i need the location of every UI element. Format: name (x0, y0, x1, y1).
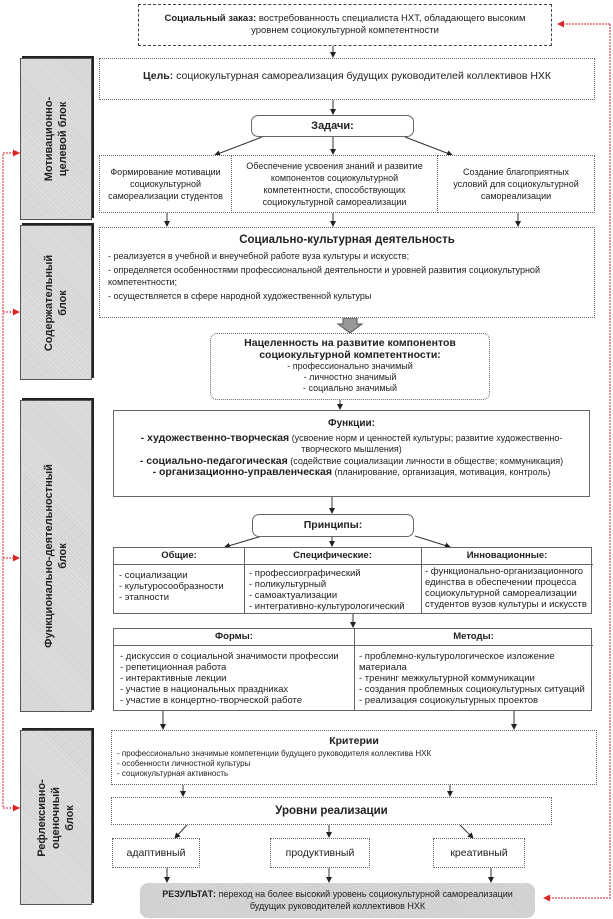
goal-box (99, 58, 595, 100)
function-name: - организационно-управленческая (152, 466, 332, 478)
social-order-text: востребованность специалиста НХТ, обладающего высоким (258, 13, 526, 24)
side-block-content (20, 225, 92, 380)
list-item: - интегративно-культурологический (249, 601, 405, 612)
functions-box (113, 410, 590, 497)
list-item: - проблемно-культурологическое изложение материала (359, 651, 555, 673)
criteria-box (111, 730, 597, 785)
goal-label: Цель: (142, 70, 174, 82)
social-order-label: Социальный заказ: (164, 13, 257, 24)
task-item: Обеспечение усвоения знаний и развитие компонентов социокультурной компетентности, способствующих социокультурной самореализации (231, 155, 438, 213)
side-block-reflexive (20, 730, 92, 905)
side-block-motivational (20, 58, 92, 220)
principles-header: Инновационные: (421, 548, 593, 565)
result-label: РЕЗУЛЬТАТ: (162, 889, 216, 899)
level-productive: продуктивный (270, 838, 370, 868)
hollow-arrow-icon (338, 318, 362, 333)
activity-item: - реализуется в учебной и внеучебной работе вуза культуры и искусств; (108, 251, 410, 261)
criteria-item: - социокультурная активность (117, 769, 229, 778)
task-item: Формирование мотивации социокультурной самореализации студентов (99, 155, 232, 213)
list-item: - участие в национальных праздниках (120, 684, 289, 695)
principles-header: Специфические: (244, 548, 421, 565)
focus-item: - профессионально значимый (287, 361, 413, 371)
list-item: - профессиографический (249, 568, 361, 579)
list-item: - дискуссия о социальной значимости профессии (120, 651, 339, 662)
result-text: переход на более высокий уровень социокультурной самореализации (218, 889, 513, 899)
methods-header: Методы: (354, 629, 593, 646)
principles-table (113, 547, 592, 614)
function-item (122, 433, 581, 456)
social-order-text2: уровнем социокультурной компетентности (251, 25, 439, 36)
side-block-label: Мотивационно- целевой блок (43, 96, 69, 182)
activity-item: - осуществляется в сфере народной художественной культуры (108, 291, 372, 301)
list-item: - социализации (119, 570, 188, 581)
level-creative: креативный (433, 838, 525, 868)
list-item: - создания проблемных социокультурных ситуаций (359, 684, 585, 695)
forms-list (120, 651, 339, 706)
list-item: - интерактивные лекции (120, 673, 227, 684)
criteria-item: - особенности личностной культуры (117, 759, 251, 768)
function-desc: (планирование, организация, мотивация, контроль) (334, 467, 551, 477)
principles-general-list (119, 570, 224, 603)
list-item: - этапности (119, 592, 170, 603)
level-adaptive: адаптивный (112, 838, 200, 868)
result-text2: будущих руководителей коллективов НХК (249, 901, 426, 911)
forms-methods-table (113, 628, 592, 711)
function-item (122, 467, 581, 479)
list-item: - функционально-организационного единства в обеспечении процесса социокультурной самореализации студентов вузов культуры и искусств (425, 566, 587, 610)
goal-text: социокультурная самореализация будущих руководителей коллективов НХК (176, 70, 552, 82)
focus-title: Нацеленность на развитие компонентов социокультурной компетентности: (244, 337, 456, 361)
methods-list (359, 651, 591, 706)
focus-item: - личностно значимый (303, 372, 397, 382)
list-item: - тренинг межкультурной коммуникации (359, 673, 535, 684)
function-desc: (содействие социализации личности в обществе; коммуникация) (290, 455, 564, 466)
side-block-label: Содержательный блок (43, 254, 69, 351)
functions-title: Функции: (328, 418, 375, 429)
principles-header: Общие: (114, 548, 244, 565)
criteria-title: Критерии (329, 735, 379, 747)
levels-title: Уровни реализации (111, 797, 552, 825)
social-order-box (138, 4, 552, 46)
result-box (140, 883, 535, 918)
list-item: - самоактуализации (249, 590, 338, 601)
side-block-label: Рефлексивно- оценочный блок (36, 778, 76, 857)
list-item: - участие в концертно-творческой работе (120, 695, 303, 706)
list-item: - реализация социокультурных проектов (359, 695, 539, 706)
focus-box (210, 333, 490, 400)
activity-title: Социально-культурная деятельность (239, 234, 455, 246)
principles-specific-list (249, 568, 405, 612)
focus-item: - социально значимый (302, 383, 397, 393)
list-item: - культуросообразности (119, 581, 224, 592)
principles-innovative-list (425, 566, 591, 610)
task-item: Создание благоприятных условий для социокультурной самореализации (437, 155, 595, 213)
side-block-label: Функционально-деятельностный блок (43, 464, 69, 648)
list-item: - поликультурный (249, 579, 327, 590)
tasks-title: Задачи: (251, 115, 414, 137)
function-name: - художественно-творческая (140, 431, 290, 444)
function-name: - социально-педагогическая (139, 454, 288, 467)
principles-title: Принципы: (252, 514, 414, 537)
activity-item: - определяется особенностями профессиональной деятельности и уровней развития социокультурной компетентности; (108, 265, 540, 287)
function-desc: (усвоение норм и ценностей культуры; развитие художественно-творческого мышления) (291, 432, 563, 454)
side-block-functional (20, 400, 92, 712)
forms-header: Формы: (114, 629, 354, 646)
list-item: - репетиционная работа (120, 662, 227, 673)
criteria-item: - профессионально значимые компетенции будущего руководителя коллектива НХК (117, 749, 432, 758)
activity-box (99, 227, 595, 318)
